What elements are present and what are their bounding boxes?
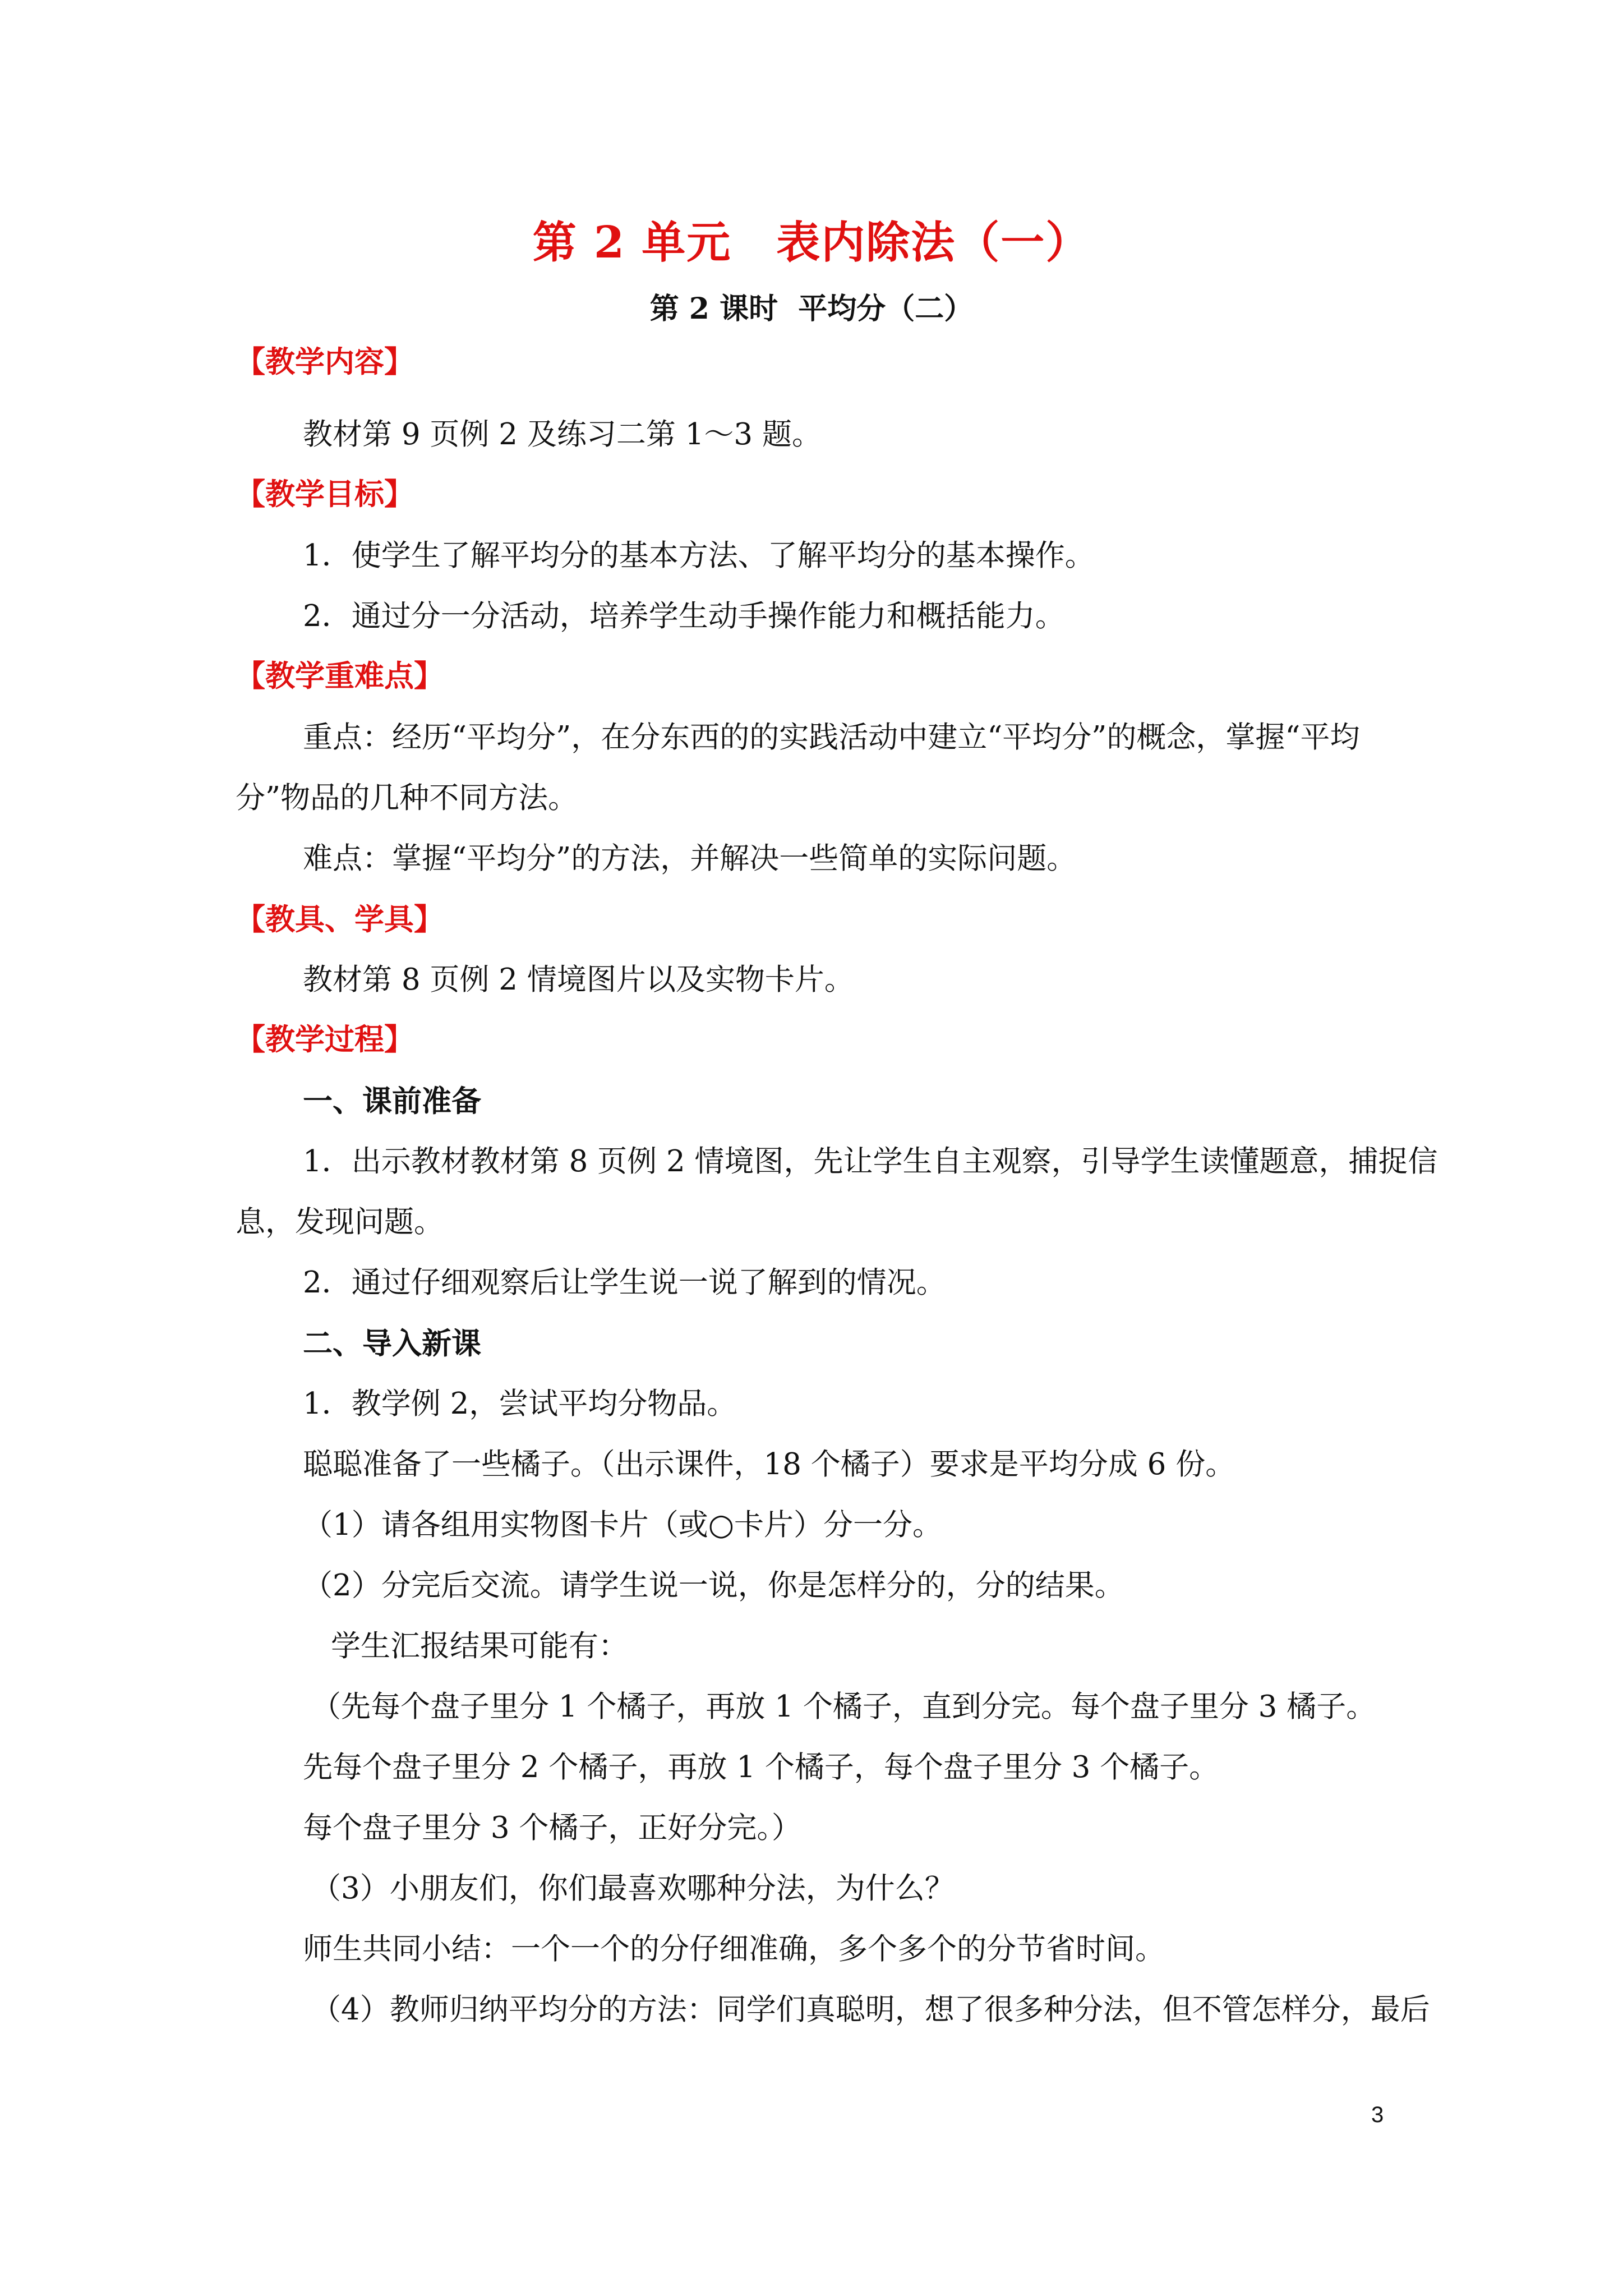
section-heading-objectives: 【教学目标】 — [236, 477, 414, 512]
paragraph: 2．通过分一分活动，培养学生动手操作能力和概括能力。 — [303, 599, 1065, 633]
paragraph: 师生共同小结：一个一个的分仔细准确，多个多个的分节省时间。 — [303, 1932, 1165, 1966]
paragraph: （先每个盘子里分 1 个橘子，再放 1 个橘子，直到分完。每个盘子里分 3 橘子。 — [311, 1690, 1376, 1724]
paragraph: 聪聪准备了一些橘子。（出示课件，18 个橘子）要求是平均分成 6 份。 — [303, 1447, 1235, 1481]
paragraph: 教材第 8 页例 2 情境图片以及实物卡片。 — [303, 963, 854, 997]
page-number: 3 — [1371, 2102, 1384, 2127]
paragraph: 1．教学例 2，尝试平均分物品。 — [303, 1387, 737, 1421]
paragraph: 学生汇报结果可能有： — [331, 1629, 628, 1663]
paragraph: 息，发现问题。 — [236, 1205, 444, 1239]
paragraph: 分”物品的几种不同方法。 — [236, 781, 578, 815]
paragraph: （3）小朋友们，你们最喜欢哪种分法，为什么？ — [311, 1871, 955, 1906]
paragraph: 先每个盘子里分 2 个橘子，再放 1 个橘子，每个盘子里分 3 个橘子。 — [303, 1750, 1219, 1784]
lesson-subtitle: 第 2 课时 平均分（二） — [649, 292, 974, 326]
section-heading-process: 【教学过程】 — [236, 1022, 414, 1057]
subheading: 一、课前准备 — [303, 1084, 481, 1119]
section-heading-materials: 【教具、学具】 — [236, 902, 444, 937]
section-heading-key-points: 【教学重难点】 — [236, 659, 444, 693]
paragraph: （2）分完后交流。请学生说一说，你是怎样分的，分的结果。 — [303, 1568, 1124, 1603]
paragraph: 1．使学生了解平均分的基本方法、了解平均分的基本操作。 — [303, 539, 1095, 573]
subheading: 二、导入新课 — [303, 1326, 481, 1361]
paragraph: （1）请各组用实物图卡片（或○卡片）分一分。 — [303, 1508, 942, 1542]
paragraph: （4）教师归纳平均分的方法：同学们真聪明，想了很多种分法，但不管怎样分，最后 — [311, 1993, 1430, 2027]
unit-title: 第 2 单元 表内除法（一） — [532, 217, 1091, 268]
paragraph: 教材第 9 页例 2 及练习二第 1～3 题。 — [303, 417, 822, 452]
paragraph: 2．通过仔细观察后让学生说一说了解到的情况。 — [303, 1266, 946, 1300]
paragraph: 1．出示教材教材第 8 页例 2 情境图，先让学生自主观察，引导学生读懂题意，捕捉信 — [303, 1144, 1438, 1179]
paragraph: 每个盘子里分 3 个橘子，正好分完。） — [303, 1811, 801, 1845]
section-heading-content: 【教学内容】 — [236, 344, 414, 379]
paragraph: 重点：经历“平均分”，在分东西的的实践活动中建立“平均分”的概念，掌握“平均 — [303, 720, 1360, 754]
paragraph: 难点：掌握“平均分”的方法，并解决一些简单的实际问题。 — [303, 841, 1077, 876]
